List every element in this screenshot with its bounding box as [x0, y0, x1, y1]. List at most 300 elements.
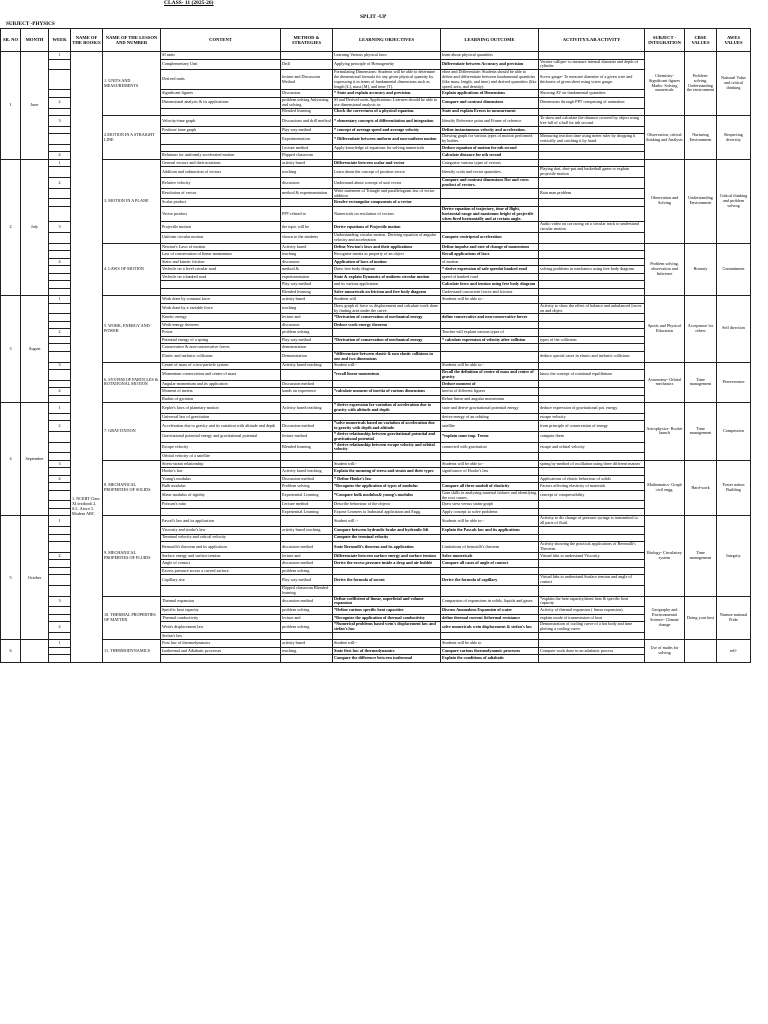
- week-cell: [49, 206, 71, 221]
- method-cell: discussion: [281, 258, 333, 266]
- activity-cell: [539, 388, 645, 396]
- method-cell: [281, 534, 333, 542]
- outcome-cell: Students will be able to:-: [441, 460, 539, 468]
- content-cell: Stefan's law: [161, 632, 281, 640]
- objective-cell: Derive the formula of ascent: [333, 575, 441, 586]
- table-body: [1, 52, 751, 663]
- activity-cell: Showing AV on fundamental quantities: [539, 90, 645, 98]
- table-header-row: [1, 29, 751, 52]
- table-row: [1, 640, 751, 648]
- objective-cell: [333, 380, 441, 388]
- week-cell: [49, 70, 71, 90]
- week-cell: 1: [49, 159, 71, 167]
- objective-cell: *Derivation of conservation of mechanical energy: [333, 314, 441, 322]
- method-cell: Experiential Learning: [281, 490, 333, 501]
- awes-values-cell: Foster nation Building: [717, 460, 751, 516]
- activity-cell: [539, 655, 645, 663]
- method-cell: activity based: [281, 159, 333, 167]
- week-cell: [49, 351, 71, 362]
- column-header-week: WEEK: [49, 29, 71, 52]
- week-cell: 2: [49, 552, 71, 560]
- week-cell: [49, 243, 71, 251]
- method-cell: lecture and: [281, 314, 333, 322]
- activity-cell: Virtual labs to understand Surface tension and angle of contact: [539, 575, 645, 586]
- method-cell: PPT related to: [281, 206, 333, 221]
- content-cell: Stress-strain relationship: [161, 460, 281, 468]
- week-cell: 4: [49, 475, 71, 483]
- activity-cell: [539, 126, 645, 134]
- objective-cell: *Recognize the application of types of modulus: [333, 483, 441, 491]
- content-cell: Bernoulli's theorem and its application: [161, 542, 281, 553]
- activity-cell: [539, 159, 645, 167]
- activity-cell: types of the collisions: [539, 336, 645, 344]
- week-cell: [49, 321, 71, 329]
- method-cell: Activity based: [281, 243, 333, 251]
- outcome-cell: connected with gravitation: [441, 442, 539, 453]
- method-cell: discussion method: [281, 596, 333, 607]
- week-cell: [49, 59, 71, 70]
- method-cell: teaching.: [281, 647, 333, 655]
- week-cell: 2: [49, 97, 71, 108]
- table-row: [1, 52, 751, 60]
- objective-cell: Understand about concept of unit vector: [333, 178, 441, 189]
- method-cell: discussion: [281, 178, 333, 189]
- method-cell: demonstration: [281, 344, 333, 352]
- outcome-cell: satellite: [441, 421, 539, 432]
- activity-cell: Rain man problem: [539, 188, 645, 199]
- week-cell: [49, 108, 71, 116]
- week-cell: [49, 614, 71, 622]
- week-cell: 3: [49, 222, 71, 233]
- content-cell: Conservative & non-conservative forces: [161, 344, 281, 352]
- week-cell: [49, 501, 71, 509]
- week-cell: [49, 575, 71, 586]
- objective-cell: State Bernoulli's theorem and its application: [333, 542, 441, 553]
- content-cell: Isothermal and Adiabatic processes: [161, 647, 281, 655]
- split-up-title: SPLIT -UP: [360, 14, 387, 20]
- activity-cell: [539, 501, 645, 509]
- outcome-cell: Identify scala and vector quantities.: [441, 167, 539, 178]
- cbse-values-cell: Time management: [685, 362, 717, 403]
- table-row: [1, 362, 751, 370]
- content-cell: Capillary rise: [161, 575, 281, 586]
- content-cell: Angle of contact: [161, 560, 281, 568]
- method-cell: method &: [281, 266, 333, 274]
- method-cell: discussion method: [281, 542, 333, 553]
- outcome-cell: [441, 534, 539, 542]
- objective-cell: and its various application: [333, 281, 441, 289]
- activity-cell: Compute work done in an adiabatic process: [539, 647, 645, 655]
- objective-cell: *calculate moment of inertia of various dimensions: [333, 388, 441, 396]
- week-cell: [49, 567, 71, 575]
- content-cell: SI units: [161, 52, 281, 60]
- lesson-cell: 2.MOTION IN A STRAIGHT LINE: [103, 116, 161, 160]
- content-cell: Scalar product: [161, 199, 281, 207]
- method-cell: [281, 516, 333, 527]
- method-cell: Flipped classroom Blended learning: [281, 585, 333, 596]
- week-cell: 4: [49, 622, 71, 633]
- method-cell: Activity based teaching: [281, 403, 333, 414]
- activity-cell: escape velocity: [539, 413, 645, 421]
- outcome-cell: [441, 567, 539, 575]
- week-cell: [49, 607, 71, 615]
- activity-cell: Factors affecting elasticity of materials: [539, 483, 645, 491]
- column-header-outcome: LEARNING OUTCOME: [441, 29, 539, 52]
- method-cell: Activity based teaching: [281, 468, 333, 476]
- sr-no-cell: 3: [1, 296, 21, 403]
- activity-cell: Playing dart, shot-put and basketball game to explain projectile motion: [539, 167, 645, 178]
- week-cell: [49, 453, 71, 461]
- content-cell: Uniform circular motion: [161, 233, 281, 244]
- objective-cell: Learn about the concept of position vector: [333, 167, 441, 178]
- content-cell: Excess pressure across a curved surface: [161, 567, 281, 575]
- content-cell: Acceleration due to gravity and its variation with altitude and depth: [161, 421, 281, 432]
- week-cell: 2: [49, 178, 71, 189]
- objective-cell: Draw graph of force vs displacement and calculate work done by finding area under the curve.: [333, 303, 441, 314]
- outcome-cell: [441, 321, 539, 329]
- objective-cell: Define Newton's laws and their applications: [333, 243, 441, 251]
- outcome-cell: significance of Hooke's law: [441, 468, 539, 476]
- content-cell: Momentum conservation and centre of mass: [161, 370, 281, 381]
- activity-cell: Activity of thermal expansion ( linear expansion).: [539, 607, 645, 615]
- method-cell: Discussion method: [281, 380, 333, 388]
- content-cell: Moment of inertia: [161, 388, 281, 396]
- activity-cell: know the concept of rotational equilibrium: [539, 370, 645, 381]
- content-cell: Viscosity and stroke's law: [161, 527, 281, 535]
- outcome-cell: Categorise various types of vectors: [441, 159, 539, 167]
- activity-cell: concept of compressibility: [539, 490, 645, 501]
- method-cell: [281, 52, 333, 60]
- outcome-cell: Differentiate between Accuracy and precision: [441, 59, 539, 70]
- objective-cell: Differenciate between scalar and vector: [333, 159, 441, 167]
- column-header-method: METHOD & STRATEGIES: [281, 29, 333, 52]
- content-cell: [161, 288, 281, 296]
- activity-cell: spring by method of oscillation using three different masses: [539, 460, 645, 468]
- activity-cell: [539, 206, 645, 221]
- method-cell: lecture and: [281, 614, 333, 622]
- activity-cell: solving problems in mechanics using free body diagram: [539, 266, 645, 274]
- integration-cell: Observation and Solving: [645, 159, 685, 243]
- content-cell: Relations for uniformly accelerated motion: [161, 152, 281, 160]
- awes-values-cell: self-: [717, 640, 751, 663]
- objective-cell: Deduce work-energy theorem: [333, 321, 441, 329]
- content-cell: Vechicle on a banked road: [161, 273, 281, 281]
- content-cell: Vechicle on a level circular road: [161, 266, 281, 274]
- week-cell: 2: [49, 421, 71, 432]
- integration-cell: Astrophysics- Rocket launch: [645, 403, 685, 461]
- outcome-cell: Define impulse and rate of change of momentum: [441, 243, 539, 251]
- method-cell: problem solving: [281, 567, 333, 575]
- method-cell: [281, 413, 333, 421]
- week-cell: [49, 468, 71, 476]
- content-cell: Universal law of gravitation: [161, 413, 281, 421]
- month-cell: October: [21, 516, 49, 640]
- content-cell: Velocity-time graph: [161, 116, 281, 127]
- integration-cell: Sports and Physical Education: [645, 296, 685, 362]
- activity-cell: [539, 314, 645, 322]
- objective-cell: State & explain Dynamics of uniform circular motion: [333, 273, 441, 281]
- outcome-cell: Teacher will explain various types of: [441, 329, 539, 337]
- outcome-cell: Explain the conditions of adiabatic: [441, 655, 539, 663]
- activity-cell: Applications of elastic behaviour of solids: [539, 475, 645, 483]
- content-cell: Shear modulus of rigidity: [161, 490, 281, 501]
- outcome-cell: [441, 453, 539, 461]
- activity-cell: Screw gauge- To measure diameter of a given wire and thickness of given sheet using screw gauge.: [539, 70, 645, 90]
- lesson-cell: 1. UNITS AND MEASUREMENTS: [103, 52, 161, 116]
- week-cell: [49, 380, 71, 388]
- activity-cell: [539, 585, 645, 596]
- table-row: [1, 460, 751, 468]
- content-cell: Centre of mass of a two-particle system: [161, 362, 281, 370]
- activity-cell: [539, 281, 645, 289]
- objective-cell: *Numerical problems based wein's displacement law and stefan's law: [333, 622, 441, 633]
- sr-no-cell: 6: [1, 640, 21, 663]
- week-cell: [49, 188, 71, 199]
- method-cell: discussion method: [281, 560, 333, 568]
- activity-cell: Demonstration of cooling curve of a hot body and time plotting a cooling curve.: [539, 622, 645, 633]
- content-cell: Wein's displacement law: [161, 622, 281, 633]
- method-cell: hands on experience: [281, 388, 333, 396]
- objective-cell: Describe behaviour of the objects: [333, 501, 441, 509]
- objective-cell: * Define Hooke's law: [333, 475, 441, 483]
- outcome-cell: State and explain Errors in measurement: [441, 108, 539, 116]
- content-cell: Static and kinetic friction: [161, 258, 281, 266]
- method-cell: problem solving: [281, 329, 333, 337]
- column-header-month: MONTH: [21, 29, 49, 52]
- week-cell: 3: [49, 460, 71, 468]
- week-cell: 2: [49, 329, 71, 337]
- content-cell: Addition and subtraction of vectors: [161, 167, 281, 178]
- method-cell: Experiential Learning: [281, 508, 333, 516]
- content-cell: Power: [161, 329, 281, 337]
- book-cell: 1. NCERT Class XI textbook 2. S.L. Arora 3. Modern ABC: [71, 52, 103, 663]
- outcome-cell: state and derive gravitational potential energy: [441, 403, 539, 414]
- column-header-integration: SUBJECT - INTEGRATION: [645, 29, 685, 52]
- lesson-cell: 4. LAWS OF MOTION: [103, 243, 161, 296]
- content-cell: Relative velocity: [161, 178, 281, 189]
- activity-cell: [539, 251, 645, 259]
- method-cell: Experimentation: [281, 134, 333, 145]
- objective-cell: * derive relationship between gravitational potential and gravitational potential: [333, 431, 441, 442]
- column-header-awes: AWES VALUES: [717, 29, 751, 52]
- integration-cell: Biology- Circulatory system: [645, 516, 685, 596]
- method-cell: Discussion method: [281, 421, 333, 432]
- outcome-cell: efine and Differentiate: Students should be able to define and differentiate between fundamental quantities (like mass, length, and time) and derived quantities (like speed, area, and density).: [441, 70, 539, 90]
- activity-cell: To show and calculate the distance covered by object using free fall of a ball for nth second.: [539, 116, 645, 127]
- cbse-values-cell: Honesty: [685, 243, 717, 296]
- sr-no-cell: 2: [1, 159, 21, 295]
- lesson-cell: 3. MOTION IN A PLANE: [103, 159, 161, 243]
- content-cell: [161, 655, 281, 663]
- objective-cell: [333, 395, 441, 403]
- table-row: [1, 596, 751, 607]
- activity-cell: Measuring reaction time using meter ruler by dropping it vertically and catching it by hand.: [539, 134, 645, 145]
- method-cell: Drill: [281, 59, 333, 70]
- column-header-sr-no: SR. NO: [1, 29, 21, 52]
- activity-cell: [539, 321, 645, 329]
- content-cell: Elastic and inelastic collisions: [161, 351, 281, 362]
- objective-cell: Formulating Dimensions: Students will be able to determine the dimensional formula for any given physical quantity by expressing it in terms of fundamental dimensions such as length [L], mass [M], and time [T].: [333, 70, 441, 90]
- week-cell: 3: [49, 362, 71, 370]
- activity-cell: Activity to dis change of pressure syringe is transmitted to all parts of fluid.: [539, 516, 645, 527]
- objective-cell: [333, 344, 441, 352]
- method-cell: shown to the students: [281, 233, 333, 244]
- awes-values-cell: Critical thinking and problem solving: [717, 159, 751, 243]
- objective-cell: Student will:-: [333, 640, 441, 648]
- objective-cell: *Derivation of conservation of mechanical energy: [333, 336, 441, 344]
- outcome-cell: Students will be able to:-: [441, 362, 539, 370]
- month-cell: September: [21, 403, 49, 516]
- objective-cell: [333, 585, 441, 596]
- activity-cell: [539, 329, 645, 337]
- lesson-cell: 8. MECHANICAL PROPERTIES OF SOLIDS: [103, 460, 161, 516]
- content-cell: [161, 144, 281, 152]
- objective-cell: *solve numericals based on variation of acceleration due to gravity with depth and altitude: [333, 421, 441, 432]
- objective-cell: Compare between hydraulic brake and hydraulic lift: [333, 527, 441, 535]
- month-cell: [21, 640, 49, 663]
- content-cell: Position- time graph: [161, 126, 281, 134]
- objective-cell: Solve numericals on friction and free body diagram: [333, 288, 441, 296]
- outcome-cell: solve numericals wein displacement & stefan's law: [441, 622, 539, 633]
- content-cell: Dimensional analysis & its applications: [161, 97, 281, 108]
- awes-values-cell: Commitment: [717, 243, 751, 296]
- content-cell: Radius of gyration: [161, 395, 281, 403]
- objective-cell: Explain the meaning of stress and strain and their types: [333, 468, 441, 476]
- sr-no-cell: 5: [1, 516, 21, 640]
- objective-cell: Resolve rectangular components of a vector: [333, 199, 441, 207]
- objective-cell: [333, 413, 441, 421]
- content-cell: Potential energy of a spring: [161, 336, 281, 344]
- sr-no-cell: 1: [1, 52, 21, 160]
- content-cell: Law of conservation of linear momentum: [161, 251, 281, 259]
- week-cell: [49, 167, 71, 178]
- method-cell: Play way method: [281, 336, 333, 344]
- week-cell: [49, 134, 71, 145]
- method-cell: lecture method: [281, 431, 333, 442]
- content-cell: Pascal's law and its application: [161, 516, 281, 527]
- week-cell: [49, 90, 71, 98]
- objective-cell: * derive expression for variation of acceleration due to gravity with altitude and depth: [333, 403, 441, 414]
- method-cell: teaching: [281, 167, 333, 178]
- activity-cell: [539, 288, 645, 296]
- week-cell: [49, 534, 71, 542]
- outcome-cell: Deduce equation of motion for nth second: [441, 144, 539, 152]
- sr-no-cell: 4: [1, 403, 21, 516]
- outcome-cell: Derive equation of trajectory, time of flight, horizontal range and maximum height of projectile when fired horizontally and at certain angle.: [441, 206, 539, 221]
- integration-cell: Use of maths for solving: [645, 640, 685, 663]
- method-cell: [281, 460, 333, 468]
- method-cell: Play way method: [281, 281, 333, 289]
- week-cell: [49, 431, 71, 442]
- outcome-cell: define conservative and non-conservative forces: [441, 314, 539, 322]
- objective-cell: Write statement of Triangle and parallelogram law of vector addition: [333, 188, 441, 199]
- method-cell: teaching: [281, 251, 333, 259]
- week-cell: [49, 490, 71, 501]
- outcome-cell: Gain skills in analysing material failures and identifying the root causes.: [441, 490, 539, 501]
- content-cell: General vectors and their notations: [161, 159, 281, 167]
- outcome-cell: [441, 632, 539, 640]
- outcome-cell: *explain some imp. Terms: [441, 431, 539, 442]
- week-cell: [49, 395, 71, 403]
- week-cell: [49, 251, 71, 259]
- activity-cell: Audio video on car racing on a circular track to understand circular motion: [539, 222, 645, 233]
- objective-cell: *Define various specific heat capacities: [333, 607, 441, 615]
- week-cell: [49, 144, 71, 152]
- cbse-values-cell: Acceptance for others: [685, 296, 717, 362]
- objective-cell: [333, 632, 441, 640]
- outcome-cell: Identify Reference point and Frame of refrence.: [441, 116, 539, 127]
- objective-cell: Compute the terminal velocity: [333, 534, 441, 542]
- activity-cell: [539, 296, 645, 304]
- week-cell: [49, 527, 71, 535]
- week-cell: [49, 344, 71, 352]
- activity-cell: Activity showing the practical applications of Bernoulli's Theorem.: [539, 542, 645, 553]
- cbse-values-cell: Time management: [685, 403, 717, 461]
- outcome-cell: [441, 222, 539, 233]
- activity-cell: *explain the heat capacity,latent heat & specific heat capacity: [539, 596, 645, 607]
- content-cell: Angular momentum and its application: [161, 380, 281, 388]
- method-cell: Discussion method: [281, 475, 333, 483]
- week-cell: 1: [49, 52, 71, 60]
- content-cell: Hooke's law: [161, 468, 281, 476]
- table-row: [1, 116, 751, 127]
- week-cell: [49, 442, 71, 453]
- content-cell: Complementary Unit: [161, 59, 281, 70]
- outcome-cell: Calculate force and tension using free body diagram: [441, 281, 539, 289]
- objective-cell: Understanding circular motion. Deriving equation of angular velocity and acceleration: [333, 233, 441, 244]
- objective-cell: Student will:-: [333, 362, 441, 370]
- week-cell: [49, 233, 71, 244]
- activity-cell: [539, 640, 645, 648]
- activity-cell: escape and orbital velocity: [539, 442, 645, 453]
- outcome-cell: * calculate expression of velocity after collision: [441, 336, 539, 344]
- objective-cell: Define coefficient of linear, superficial and volume expansion: [333, 596, 441, 607]
- content-cell: Projectile motion: [161, 222, 281, 233]
- activity-cell: Activity to show the effect of balance and unbalanced forces on and object: [539, 303, 645, 314]
- objective-cell: *differenciate between elastic & non elastic collisions in one and two dimensions: [333, 351, 441, 362]
- week-cell: [49, 483, 71, 491]
- method-cell: Discussion: [281, 90, 333, 98]
- objective-cell: * elementary concepts of differentiation and integration: [333, 116, 441, 127]
- activity-cell: [539, 527, 645, 535]
- content-cell: Work done by constant force: [161, 296, 281, 304]
- outcome-cell: [441, 585, 539, 596]
- column-header-activity: ACTIVITY/LAB ACTIVITY: [539, 29, 645, 52]
- method-cell: Discussions and drill method: [281, 116, 333, 127]
- cbse-values-cell: [685, 640, 717, 663]
- objective-cell: Numericals on resolution of vectors: [333, 206, 441, 221]
- lesson-cell: 7. GRAVITATION: [103, 403, 161, 461]
- content-cell: Resolution of vector: [161, 188, 281, 199]
- objective-cell: Learning Various physical laws: [333, 52, 441, 60]
- content-cell: Work done by a variable force: [161, 303, 281, 314]
- activity-cell: [539, 632, 645, 640]
- week-cell: 4: [49, 388, 71, 396]
- week-cell: [49, 585, 71, 596]
- outcome-cell: Students will be able to:-: [441, 516, 539, 527]
- content-cell: [161, 281, 281, 289]
- outcome-cell: Compare and contrast dimensions: [441, 97, 539, 108]
- outcome-cell: of motion: [441, 258, 539, 266]
- outcome-cell: Relate linear and angular momentum: [441, 395, 539, 403]
- outcome-cell: Compare and contrast dimensions Dot and cross product of vectors.: [441, 178, 539, 189]
- method-cell: activity based: [281, 296, 333, 304]
- method-cell: [281, 655, 333, 663]
- outcome-cell: Limitations of bernoulli's theorem: [441, 542, 539, 553]
- method-cell: [281, 370, 333, 381]
- objective-cell: Students will: [333, 296, 441, 304]
- method-cell: lecture and Discussion Method: [281, 70, 333, 90]
